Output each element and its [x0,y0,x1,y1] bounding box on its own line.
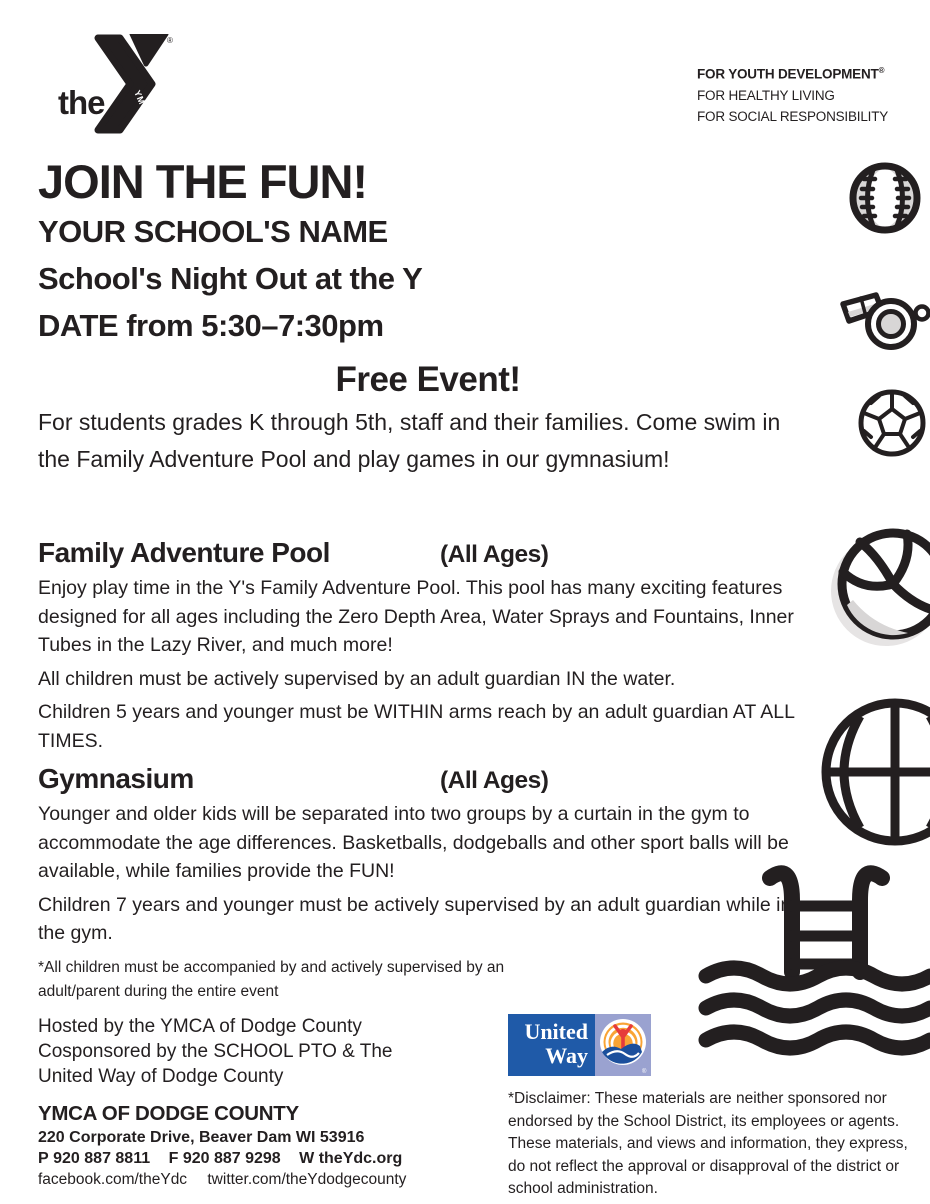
registered-mark: ® [878,66,885,75]
section-paragraph: All children must be actively supervised by an adult guardian IN the water. [38,667,676,690]
web-label: W [299,1150,315,1167]
section-title: Gymnasium (All Ages) [38,760,818,798]
free-event-line: Free Event! [335,360,521,399]
basketball-icon [820,696,930,848]
fax-label: F [168,1150,179,1167]
pool-ladder-icon [696,854,930,1060]
tagline-youth-development: FOR YOUTH DEVELOPMENT® [697,66,885,82]
phone-label: P [38,1150,49,1167]
org-name: YMCA OF DODGE COUNTY [38,1102,299,1125]
section-paragraph: Children 7 years and younger must be actively supervised by an adult guardian while in the gym. [38,893,792,945]
disclaimer-text: *Disclaimer: These materials are neither sponsored nor endorsed by the School District, its employees or agents. These materials, and views and information, they express, do not reflect the approval or disapproval of the district or school administration. [508,1090,908,1198]
org-phone-line [38,1149,406,1168]
whistle-icon [836,286,930,354]
event-name-line: School's Night Out at the Y [38,261,423,296]
school-name-line: YOUR SCHOOL'S NAME [38,214,388,249]
cosponsored-line: Cosponsored by the SCHOOL PTO & The United Way of Dodge County [38,1041,393,1087]
website-url: theYdc.org [318,1150,403,1167]
twitter-url: twitter.com/theYdodgecounty [207,1171,407,1188]
intro-paragraph: For students grades K through 5th, staff and their families. Come swim in the Family Adventure Pool and play games in our gymnasium! [38,409,781,472]
supervision-footnote: *All children must be accompanied by and actively supervised by an adult/parent during the entire event [38,959,505,1000]
tagline-healthy-living: FOR HEALTHY LIVING [697,87,835,103]
hero-block [38,156,818,478]
all-ages-label: (All Ages) [440,541,549,568]
date-time-line: DATE from 5:30–7:30pm [38,308,384,343]
section-title: Family Adventure Pool (All Ages) [38,534,818,572]
all-ages-label: (All Ages) [440,767,549,794]
united-way-logo [508,1014,651,1076]
baseball-icon [845,152,925,246]
ymca-logo [52,34,176,134]
page-title: JOIN THE FUN! [38,155,368,208]
org-address: 220 Corporate Drive, Beaver Dam WI 53916 [38,1129,365,1146]
social-line [38,1170,406,1189]
soccer-ball-icon [856,386,928,460]
hosted-by-line: Hosted by the YMCA of Dodge County [38,1016,362,1037]
tagline-social-responsibility: FOR SOCIAL RESPONSIBILITY [697,108,889,124]
section-family-adventure-pool [38,534,818,756]
section-paragraph: Enjoy play time in the Y's Family Adventure Pool. This pool has many exciting features designed for all ages including the Zero Depth Area, Water Sprays and Fountains, Inner Tubes in the Lazy River, and much more! [38,577,794,657]
ymca-logo-the: the [58,84,105,121]
united-way-wordmark: United Way [508,1014,595,1076]
uw-registered-mark: ® [642,1069,647,1075]
volleyball-icon [822,520,930,656]
facebook-url: facebook.com/theYdc [38,1171,188,1188]
hosted-by-block [38,1014,438,1089]
united-way-emblem-icon [595,1014,651,1076]
ymca-logo-wordmark: YMCA [132,88,153,119]
section-paragraph: Younger and older kids will be separated into two groups by a curtain in the gym to accommodate the age differences. Basketballs, dodgeballs and other sport balls will be available, while families provide the FUN! [38,803,789,883]
ymca-logo-registered: ® [167,36,173,45]
contact-block [38,1102,406,1189]
fax-number: 920 887 9298 [182,1150,281,1167]
brand-taglines [697,60,888,127]
section-paragraph: Children 5 years and younger must be WITHIN arms reach by an adult guardian AT ALL TIMES. [38,701,795,752]
phone-number: 920 887 8811 [53,1150,151,1167]
